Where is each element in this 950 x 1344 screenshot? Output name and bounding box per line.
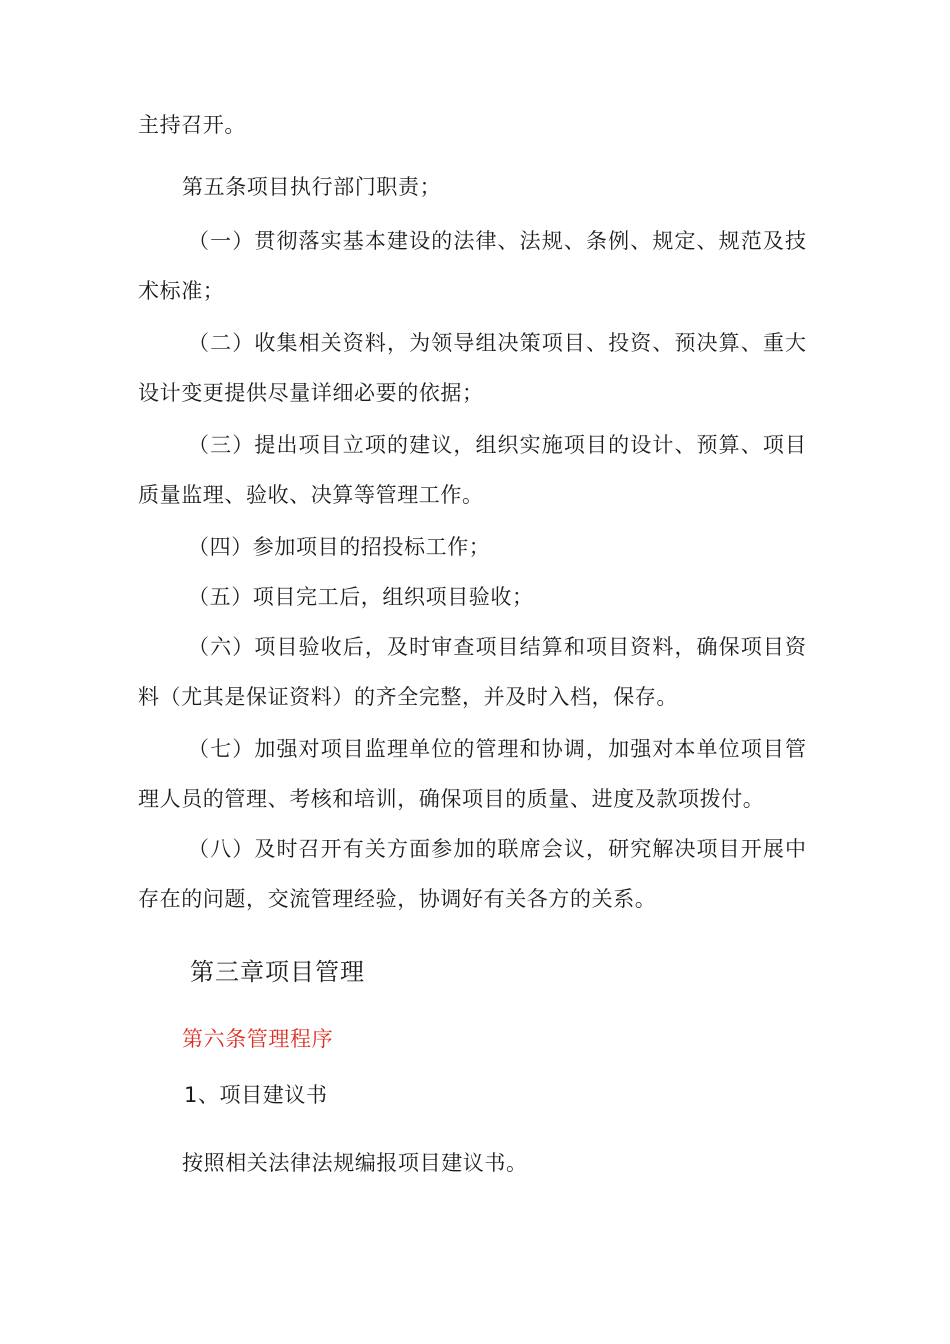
item-4-line-1: （四）参加项目的招投标工作； [188, 535, 491, 559]
step-1-title: 1、项目建议书 [184, 1083, 328, 1107]
item-7-line-1: （七）加强对项目监理单位的管理和协调，加强对本单位项目管 [188, 737, 806, 761]
item-6-line-2: 料（尤其是保证资料）的齐全完整，并及时入档，保存。 [138, 685, 678, 709]
item-5-line-1: （五）项目完工后，组织项目验收； [188, 585, 534, 609]
item-6-line-1: （六）项目验收后，及时审查项目结算和项目资料，确保项目资 [188, 635, 806, 659]
item-2-line-1: （二）收集相关资料，为领导组决策项目、投资、预决算、重大 [188, 331, 806, 355]
item-1-line-1: （一）贯彻落实基本建设的法律、法规、条例、规定、规范及技 [188, 229, 806, 253]
item-8-line-1: （八）及时召开有关方面参加的联席会议，研究解决项目开展中 [188, 837, 806, 861]
article-5-title: 第五条项目执行部门职责； [182, 175, 442, 199]
item-7-line-2: 理人员的管理、考核和培训，确保项目的质量、进度及款项拨付。 [138, 787, 765, 811]
step-1-text: 按照相关法律法规编报项目建议书。 [182, 1151, 528, 1175]
chapter-3-title: 第三章项目管理 [190, 958, 365, 986]
paragraph-intro-end: 主持召开。 [138, 113, 246, 137]
item-3-line-1: （三）提出项目立项的建议，组织实施项目的设计、预算、项目 [188, 433, 806, 457]
article-6-title: 第六条管理程序 [182, 1027, 334, 1051]
item-2-line-2: 设计变更提供尽量详细必要的依据； [138, 381, 484, 405]
item-1-line-2: 术标准； [138, 279, 225, 303]
item-3-line-2: 质量监理、验收、决算等管理工作。 [138, 483, 484, 507]
item-8-line-2: 存在的问题，交流管理经验，协调好有关各方的关系。 [138, 887, 657, 911]
